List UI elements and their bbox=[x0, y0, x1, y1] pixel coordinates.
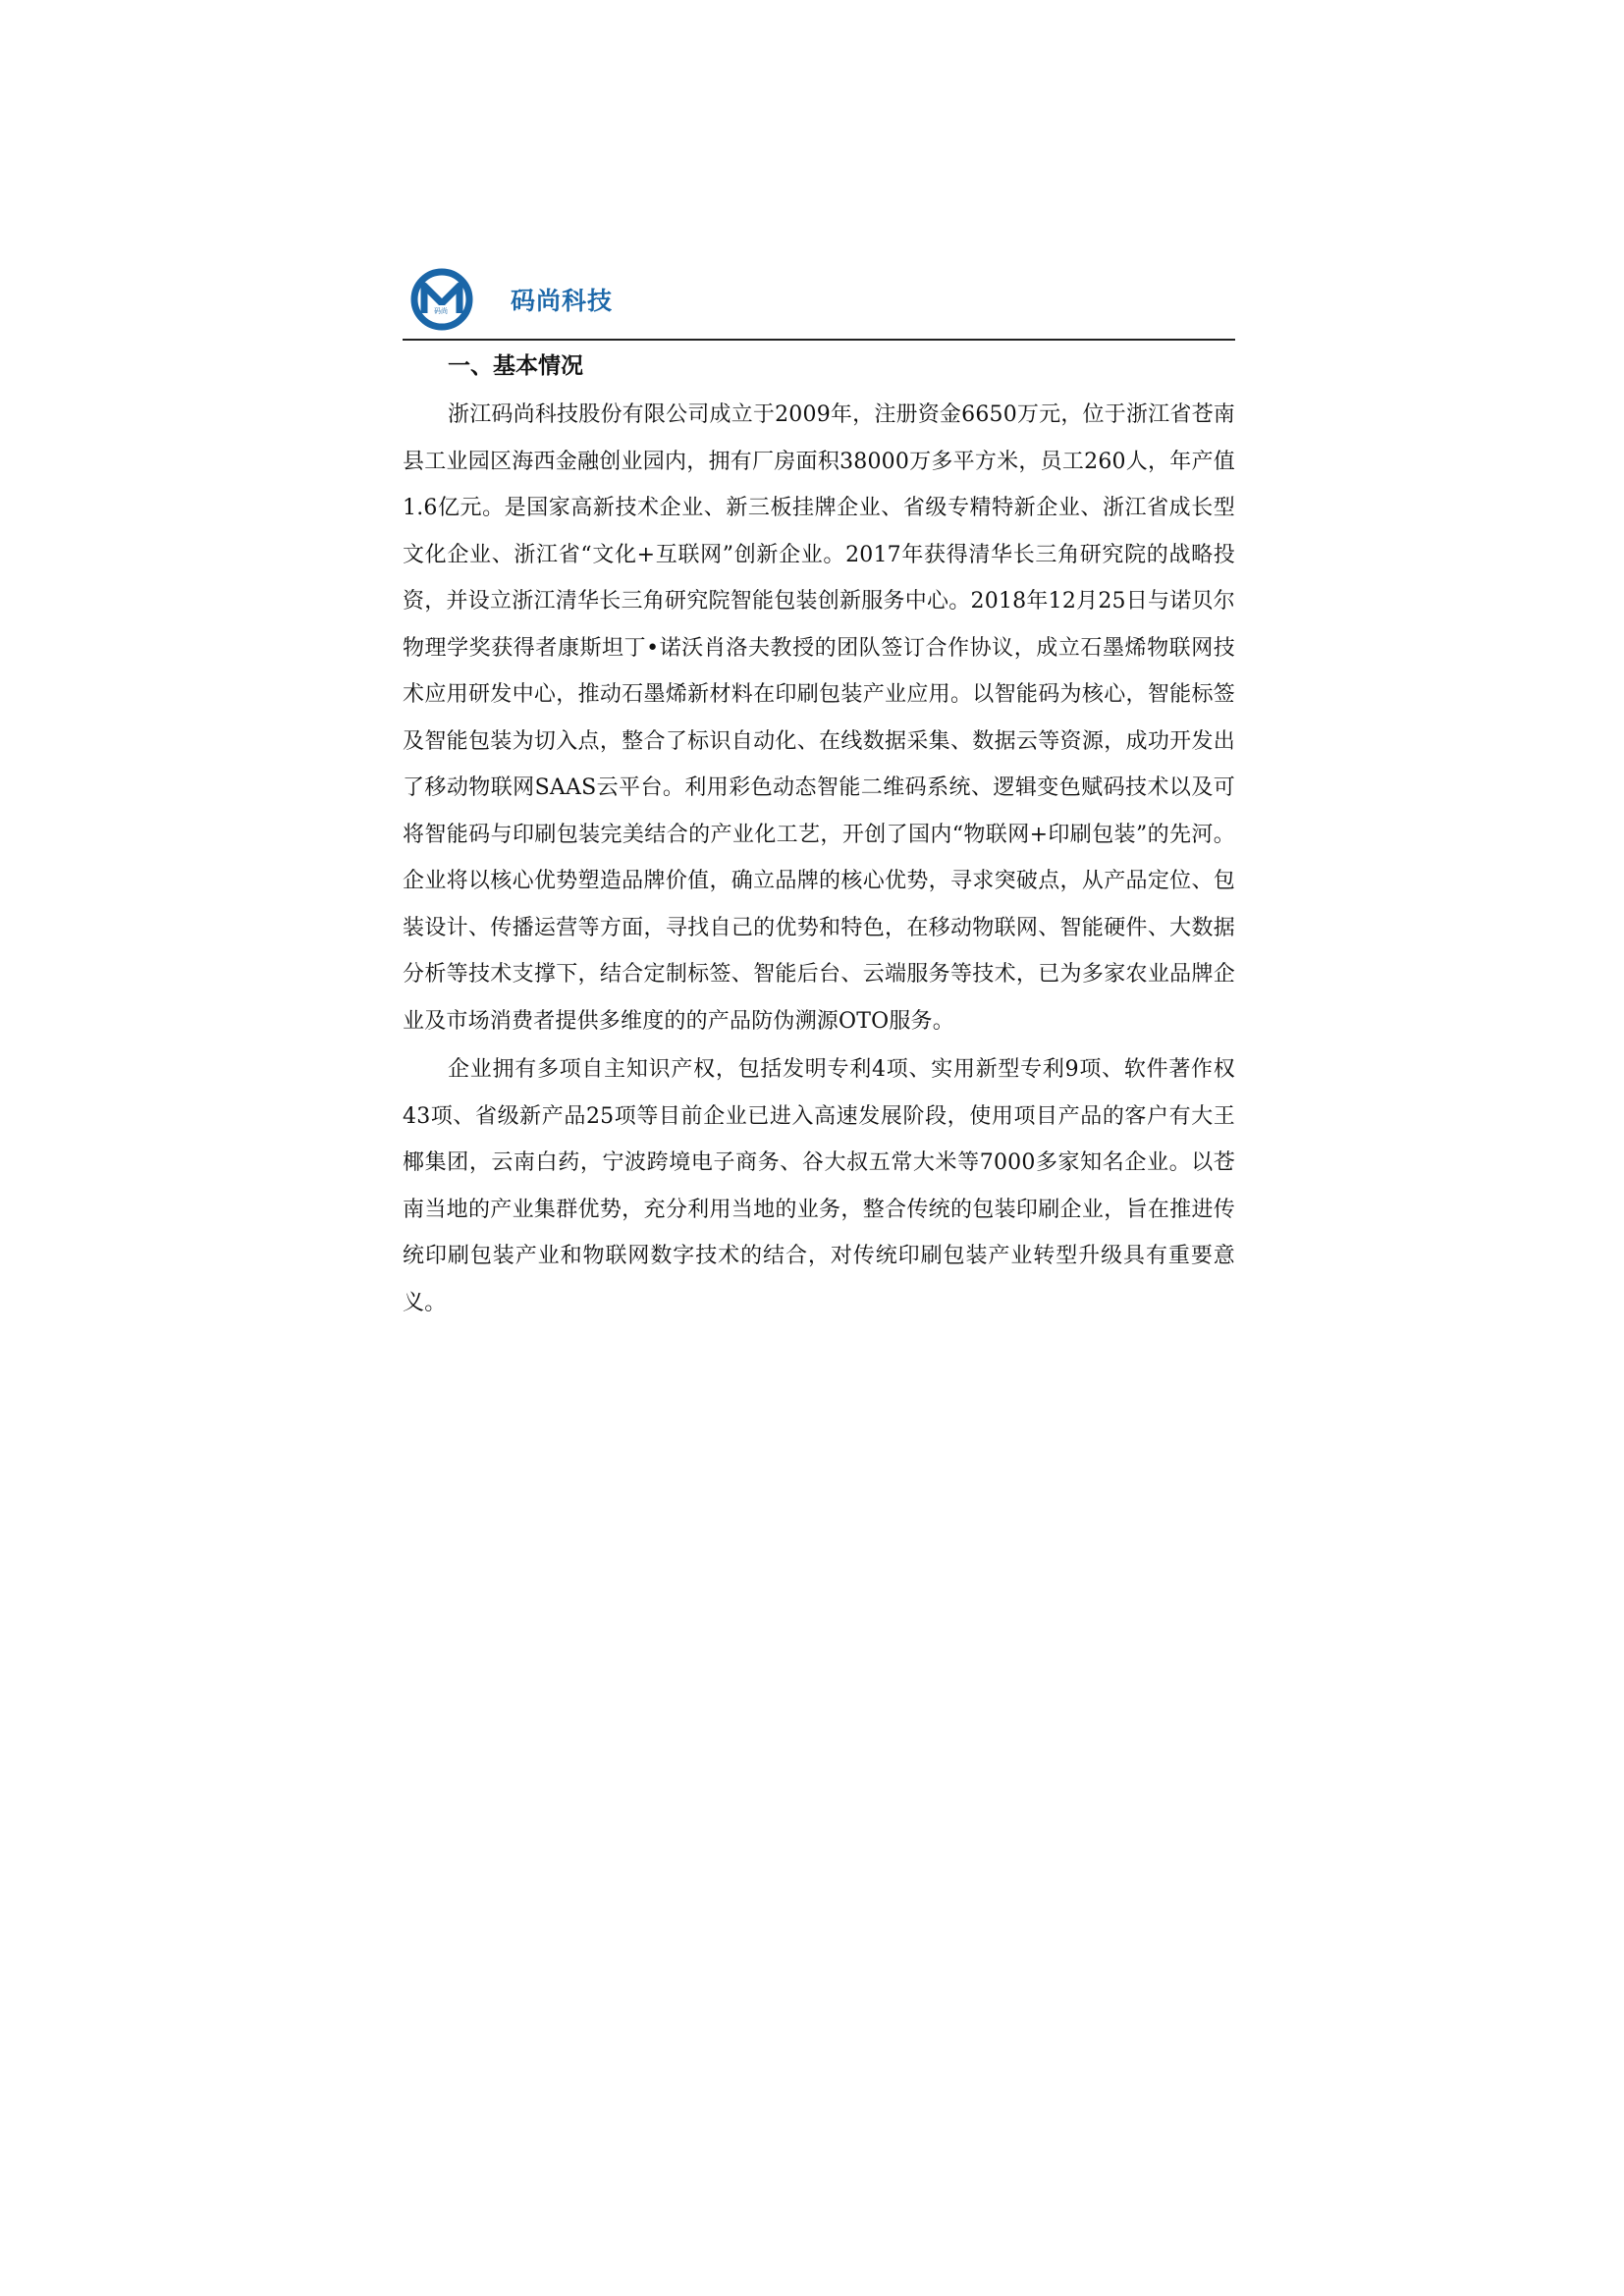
company-logo-icon bbox=[410, 268, 473, 331]
section-title: 一、基本情况 bbox=[448, 353, 583, 379]
document-page bbox=[403, 260, 1235, 1326]
paragraph-intellectual-property: 企业拥有多项自主知识产权，包括发明专利4项、实用新型专利9项、软件著作权43项、省级新产品25项等目前企业已进入高速发展阶段，使用项目产品的客户有大王椰集团，云南白药，宁波跨境电子商务、谷大叔五常大米等7000多家知名企业。以苍南当地的产业集群优势，充分利用当地的业务，整合传统的包装印刷企业，旨在推进传统印刷包装产业和物联网数字技术的结合，对传统印刷包装产业转型升级具有重要意义。 bbox=[403, 1057, 1235, 1315]
logo-text: 码尚 bbox=[434, 307, 448, 315]
document-header bbox=[403, 260, 1235, 341]
paragraph-company-overview: 浙江码尚科技股份有限公司成立于2009年，注册资金6650万元，位于浙江省苍南县工业园区海西金融创业园内，拥有厂房面积38000万多平方米，员工260人，年产值1.6亿元。是国家高新技术企业、新三板挂牌企业、省级专精特新企业、浙江省成长型文化企业、浙江省“文化+互联网”创新企业。2017年获得清华长三角研究院的战略投资，并设立浙江清华长三角研究院智能包装创新服务中心。2018年12月25日与诺贝尔物理学奖获得者康斯坦丁•诺沃肖洛夫教授的团队签订合作协议，成立石墨烯物联网技术应用研发中心，推动石墨烯新材料在印刷包装产业应用。以智能码为核心，智能标签及智能包装为切入点，整合了标识自动化、在线数据采集、数据云等资源，成功开发出了移动物联网SAAS云平台。利用彩色动态智能二维码系统、逻辑变色赋码技术以及可将智能码与印刷包装完美结合的产业化工艺，开创了国内“物联网+印刷包装”的先河。企业将以核心优势塑造品牌价值，确立品牌的核心优势，寻求突破点，从产品定位、包装设计、传播运营等方面，寻找自己的优势和特色，在移动物联网、智能硬件、大数据分析等技术支撑下，结合定制标签、智能后台、云端服务等技术，已为多家农业品牌企业及市场消费者提供多维度的的产品防伪溯源OTO服务。 bbox=[403, 402, 1235, 1034]
company-name: 码尚科技 bbox=[511, 287, 614, 315]
